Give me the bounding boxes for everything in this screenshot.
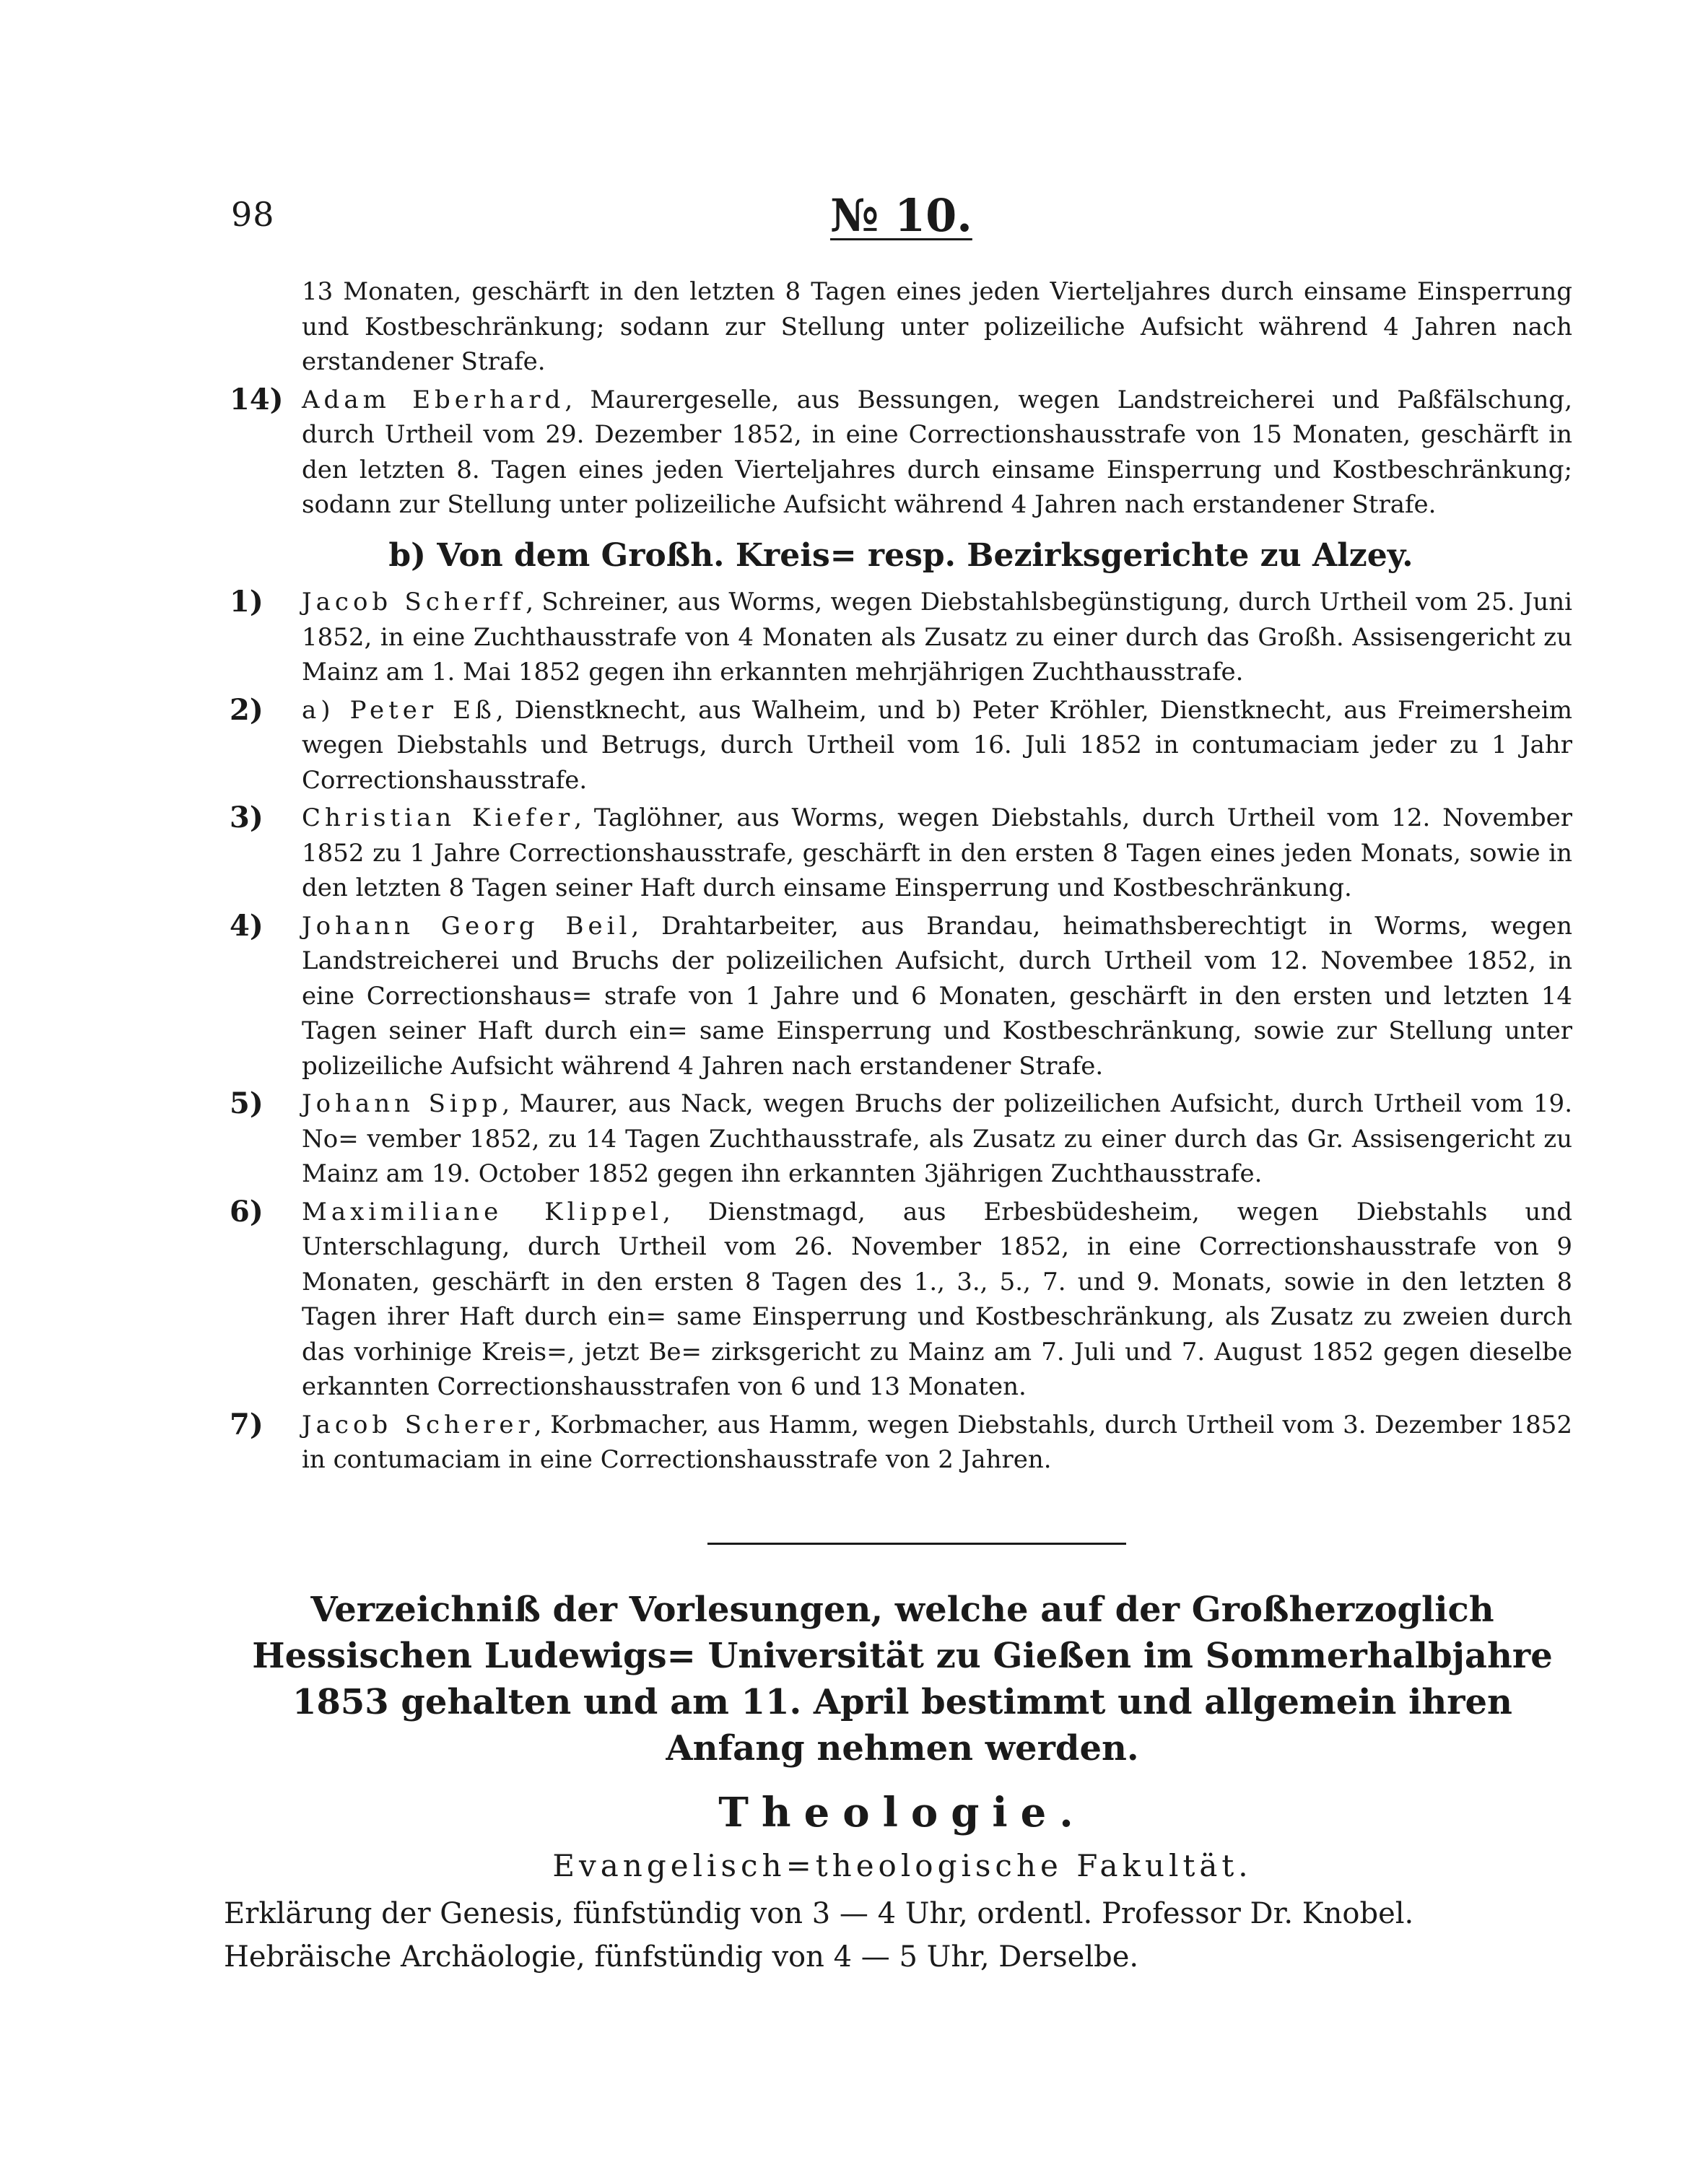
section-title: Verzeichniß der Vorlesungen, welche auf der Großherzoglich Hessischen Ludewigs= Universität zu Gießen im Sommerhalbjahre 1853 gehalten und am 11. April bestimmt und allgemein ihren Anfang nehmen werden. [252, 1590, 1553, 1769]
entry-number: 2) [230, 692, 263, 727]
faculty-heading: Theologie. [718, 1789, 1086, 1836]
lecture-line: Hebräische Archäologie, fünfstündig von 4 — 5 Uhr, Derselbe. [224, 1940, 1139, 1974]
entry-name: Johann Georg Beil [302, 911, 632, 941]
entry-text: , Drahtarbeiter, aus Brandau, heimathsberechtigt in Worms, wegen Landstreicherei und Bruchs der polizeilichen Aufsicht, durch Urtheil vom 12. Novembee 1852, in eine Correctionshaus= strafe von 1 Jahre und 6 Monaten, geschärft in den ersten und letzten 14 Tagen seiner Haft durch ein= same Einsperrung und Kostbeschränkung, sowie zur Stellung unter polizeiliche Aufsicht während 4 Jahren nach erstandener Strafe. [302, 911, 1572, 1081]
continuation-paragraph: 13 Monaten, geschärft in den letzten 8 Tagen eines jeden Vierteljahres durch einsame Einsperrung und Kostbeschränkung; sodann zur Stellung unter polizeiliche Aufsicht während 4 Jahren nach erstandener Strafe. [302, 277, 1572, 376]
entry-4 [230, 909, 1572, 1084]
section-divider [707, 1543, 1126, 1545]
entry-name: Jacob Scherff [302, 588, 526, 616]
entry-2 [230, 693, 1572, 798]
entry-number: 7) [230, 1407, 263, 1442]
entry-number: 6) [230, 1194, 263, 1229]
entry-text: , Dienstmagd, aus Erbesbüdesheim, wegen Diebstahls und Unterschlagung, durch Urtheil vom 26. November 1852, in eine Correctionshausstrafe von 9 Monaten, geschärft in den ersten 8 Tagen des 1., 3., 5., 7. und 9. Monats, sowie in den letzten 8 Tagen ihrer Haft durch ein= same Einsperrung und Kostbeschränkung, als Zusatz zu zweien durch das vorhinige Kreis=, jetzt Be= zirksgericht zu Mainz am 7. Juli und 7. August 1852 gegen dieselbe erkannten Correctionshausstrafen von 6 und 13 Monaten. [302, 1197, 1572, 1401]
entry-7 [230, 1408, 1572, 1478]
entry-name: Maximiliane Klippel [302, 1197, 663, 1226]
entry-name: Johann Sipp [302, 1089, 502, 1118]
entry-number: 4) [230, 908, 263, 943]
entry-text: , Maurer, aus Nack, wegen Bruchs der polizeilichen Aufsicht, durch Urtheil vom 19. No= vember 1852, zu 14 Tagen Zuchthausstrafe, als Zusatz zu einer durch das Gr. Assisengericht zu Mainz am 19. October 1852 gegen ihn erkannten 3jährigen Zuchthausstrafe. [302, 1089, 1572, 1188]
entry-14 [230, 383, 1572, 523]
issue-number: № 10. [830, 189, 972, 242]
entry-text: , Korbmacher, aus Hamm, wegen Diebstahls, durch Urtheil vom 3. Dezember 1852 in contumaciam in eine Correctionshausstrafe von 2 Jahren. [302, 1410, 1572, 1474]
lecture-directory-section [224, 1587, 1581, 1979]
entry-text: , Schreiner, aus Worms, wegen Diebstahlsbegünstigung, durch Urtheil vom 25. Juni 1852, in eine Zuchthausstrafe von 4 Monaten als Zusatz zu einer durch das Großh. Assisengericht zu Mainz am 1. Mai 1852 gegen ihn erkannten mehrjährigen Zuchthausstrafe. [302, 588, 1572, 686]
entry-number: 14) [230, 382, 284, 417]
main-text [230, 274, 1572, 1478]
entry-3 [230, 801, 1572, 906]
page-header [231, 189, 1559, 253]
lecture-line: Erklärung der Genesis, fünfstündig von 3 — 4 Uhr, ordentl. Professor Dr. Knobel. [224, 1897, 1414, 1930]
page-number: 98 [231, 195, 275, 234]
entry-name: Adam Eberhard [302, 385, 565, 414]
faculty-subheading: Evangelisch=theologische Fakultät. [552, 1848, 1252, 1883]
entry-text: , Taglöhner, aus Worms, wegen Diebstahls, durch Urtheil vom 12. November 1852 zu 1 Jahre Correctionshausstrafe, geschärft in den ersten 8 Tagen eines jeden Monats, sowie in den letzten 8 Tagen seiner Haft durch einsame Einsperrung und Kostbeschränkung. [302, 803, 1573, 902]
entry-number: 3) [230, 801, 263, 834]
entry-name: a) Peter Eß [302, 695, 496, 725]
entry-5 [230, 1086, 1572, 1192]
court-subheading: b) Von dem Großh. Kreis= resp. Bezirksgerichte zu Alzey. [388, 536, 1413, 574]
entry-name: Jacob Scherer [302, 1410, 534, 1439]
entry-number: 5) [230, 1086, 263, 1120]
entry-text: , Maurergeselle, aus Bessungen, wegen Landstreicherei und Paßfälschung, durch Urtheil vom 29. Dezember 1852, in eine Correctionshausstrafe von 15 Monaten, geschärft in den letzten 8. Tagen eines jeden Vierteljahres durch einsame Einsperrung und Kostbeschränkung; sodann zur Stellung unter polizeiliche Aufsicht während 4 Jahren nach erstandener Strafe. [302, 385, 1573, 519]
entry-number: 1) [230, 585, 263, 619]
entry-1 [230, 585, 1572, 690]
entry-6 [230, 1195, 1572, 1405]
entry-name: Christian Kiefer [302, 803, 575, 832]
entry-text: , Dienstknecht, aus Walheim, und b) Peter Kröhler, Dienstknecht, aus Freimersheim wegen Diebstahls und Betrugs, durch Urtheil vom 16. Juli 1852 in contumaciam jeder zu 1 Jahr Correctionshausstrafe. [302, 695, 1572, 795]
